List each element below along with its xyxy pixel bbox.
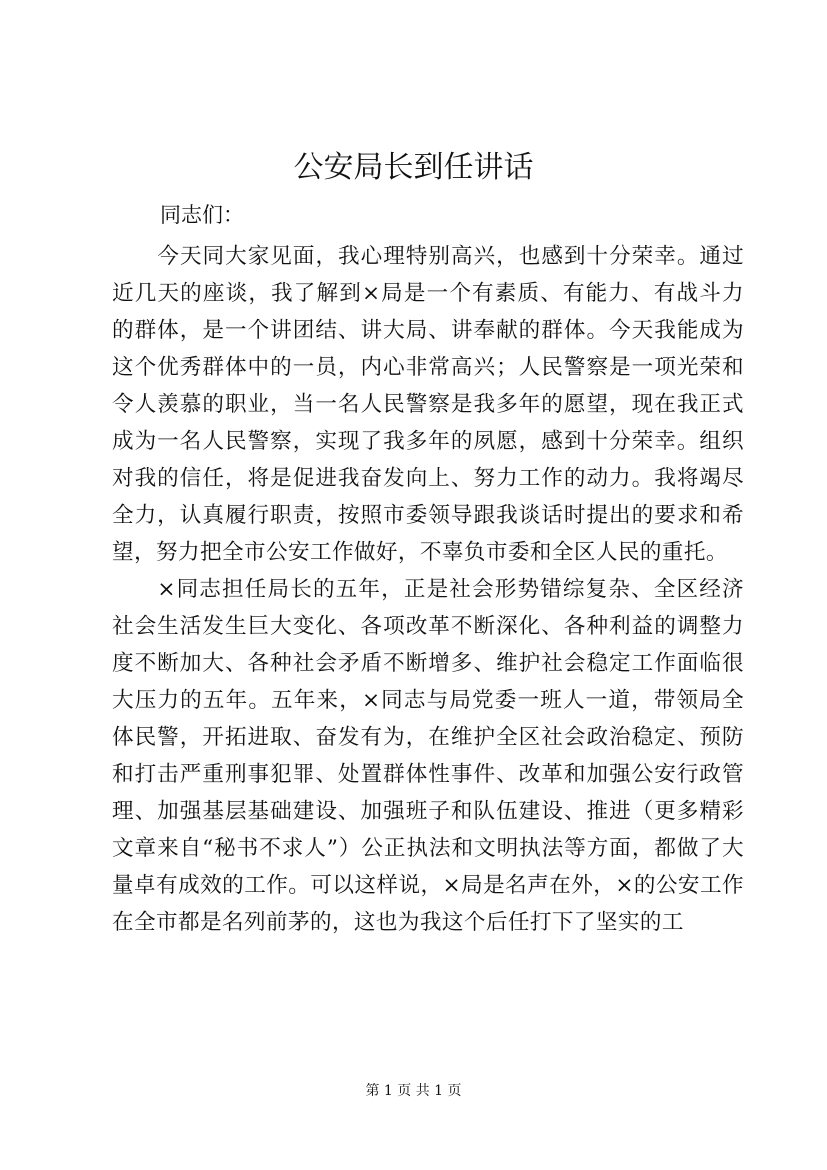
paragraph-2: ×同志担任局长的五年，正是社会形势错综复杂、全区经济社会生活发生巨大变化、各项改革不断深化、各种利益的调整力度不断加大、各种社会矛盾不断增多、维护社会稳定工作面临很大压力的五年。五年来，×同志与局党委一班人一道，带领局全体民警，开拓进取、奋发有为，在维护全区社会政治稳定、预防和打击严重刑事犯罪、处置群体性事件、改革和加强公安行政管理、加强基层基础建设、加强班子和队伍建设、推进（更多精彩文章来自“秘书不求人”）公正执法和文明执法等方面，都做了大量卓有成效的工作。可以这样说，×局是名声在外，×的公安工作在全市都是名列前茅的，这也为我这个后任打下了坚实的工 (112, 577, 744, 935)
salutation: 同志们： (160, 203, 244, 227)
paragraph-1: 今天同大家见面，我心理特别高兴，也感到十分荣幸。通过近几天的座谈，我了解到×局是一个有素质、有能力、有战斗力的群体，是一个讲团结、讲大局、讲奉献的群体。今天我能成为这个优秀群体中的一员，内心非常高兴；人民警察是一项光荣和令人羡慕的职业，当一名人民警察是我多年的愿望，现在我正式成为一名人民警察，实现了我多年的夙愿，感到十分荣幸。组织对我的信任，将是促进我奋发向上、努力工作的动力。我将竭尽全力，认真履行职责，按照市委领导跟我谈话时提出的要求和希望，努力把全市公安工作做好，不辜负市委和全区人民的重托。 (112, 244, 744, 565)
document-title: 公安局长到任讲话 (293, 150, 534, 185)
page-footer: 第 1 页 共 1 页 (365, 1083, 462, 1099)
document-body (112, 238, 744, 941)
